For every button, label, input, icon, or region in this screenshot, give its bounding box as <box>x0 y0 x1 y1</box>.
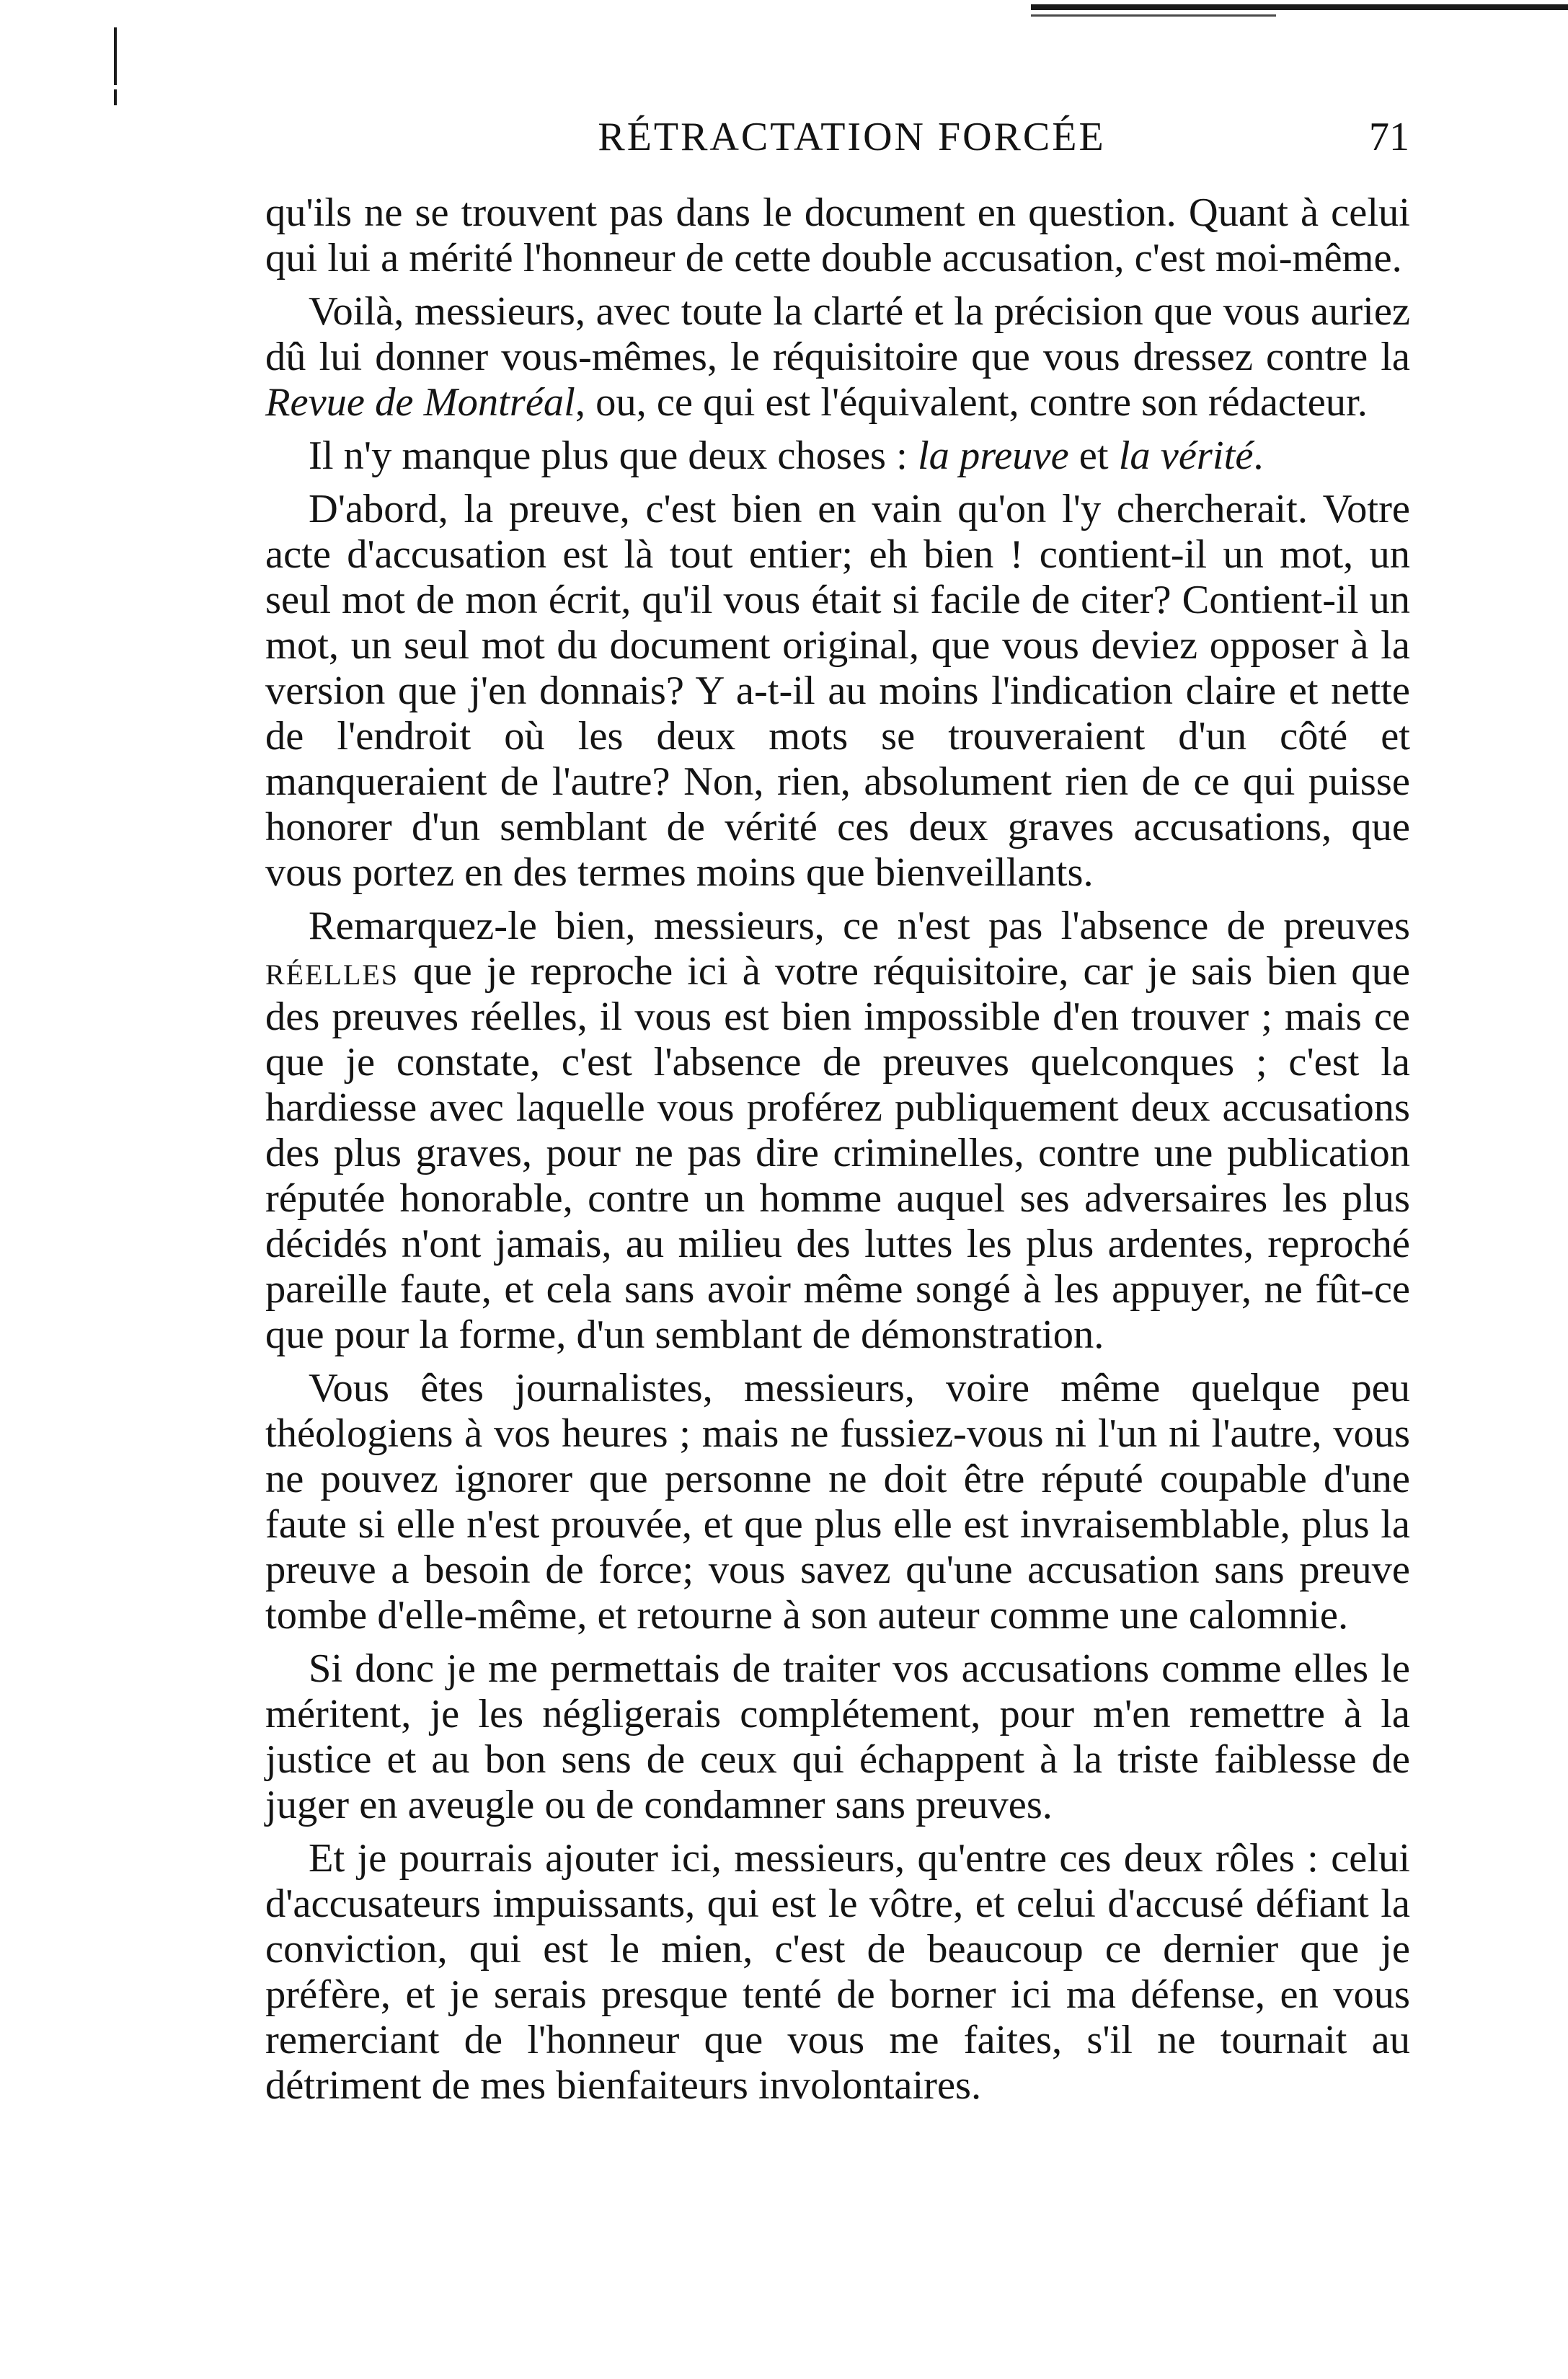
top-edge-rule <box>1031 4 1568 10</box>
paragraph <box>265 904 1410 1358</box>
top-edge-rule-thin <box>1031 14 1276 17</box>
running-title: RÉTRACTATION FORCÉE <box>598 115 1106 159</box>
paragraph <box>265 1646 1410 1828</box>
smallcaps-word: réelles <box>265 949 399 994</box>
text-run: Il n'y manque plus que deux choses : <box>309 433 918 478</box>
margin-binding-mark <box>114 89 117 105</box>
text-run: D'abord, la preuve, c'est bien en vain qu'on l'y chercherait. Votre acte d'accusation est là tout entier; eh bien ! contient-il un mot, un seul mot de mon écrit, qu'il vous était si facile de citer? Contient-il un mot, un seul mot du document original, que vous deviez opposer à la version que j'en donnais? Y a-t-il au moins l'indication claire et nette de l'endroit où les deux mots se trouveraient d'un côté et manqueraient de l'autre? Non, rien, absolument rien de ce qui puisse honorer d'un semblant de vérité ces deux graves accusations, que vous portez en des termes moins que bienveillants. <box>265 487 1410 895</box>
italic-phrase: la vérité <box>1118 433 1254 478</box>
text-run: , ou, ce qui est l'équivalent, contre son rédacteur. <box>575 380 1368 425</box>
paragraph <box>265 487 1410 896</box>
paragraph <box>265 289 1410 425</box>
text-run: . <box>1253 433 1264 478</box>
paragraph <box>265 1836 1410 2109</box>
text-run: Remarquez-le bien, messieurs, ce n'est pas l'absence de preuves <box>309 904 1410 948</box>
text-run: et <box>1068 433 1119 478</box>
paragraph <box>265 1366 1410 1638</box>
italic-phrase: la preuve <box>917 433 1069 478</box>
paragraph <box>265 433 1410 479</box>
text-run: Voilà, messieurs, avec toute la clarté et la précision que vous auriez dû lui donner vous-mêmes, le réquisitoire que vous dressez contre la <box>265 289 1410 379</box>
paragraph <box>265 190 1410 281</box>
text-run: Vous êtes journalistes, messieurs, voire même quelque peu théologiens à vos heures ; mais ne fussiez-vous ni l'un ni l'autre, vous ne pouvez ignorer que personne ne doit être réputé coupable d'une faute si elle n'est prouvée, et que plus elle est invraisemblable, plus la preuve a besoin de force; vous savez qu'une accusation sans preuve tombe d'elle-même, et retourne à son auteur comme une calomnie. <box>265 1366 1410 1638</box>
page-header <box>265 108 1409 166</box>
text-run: Et je pourrais ajouter ici, messieurs, qu'entre ces deux rôles : celui d'accusateurs impuissants, qui est le vôtre, et celui d'accusé défiant la conviction, qui est le mien, c'est de beaucoup ce dernier que je préfère, et je serais presque tenté de borner ici ma défense, en vous remerciant de l'honneur que vous me faites, s'il ne tournait au détriment de mes bienfaiteurs involontaires. <box>265 1836 1410 2108</box>
italic-phrase: Revue de Montréal <box>265 380 575 425</box>
margin-binding-mark <box>114 27 117 85</box>
body-text <box>265 190 1410 2117</box>
text-run: qu'ils ne se trouvent pas dans le document en question. Quant à celui qui lui a mérité l'honneur de cette double accusation, c'est moi-même. <box>265 190 1410 281</box>
text-run: Si donc je me permettais de traiter vos accusations comme elles le méritent, je les négligerais complétement, pour m'en remettre à la justice et au bon sens de ceux qui échappent à la triste faiblesse de juger en aveugle ou de condamner sans preuves. <box>265 1646 1410 1827</box>
text-run: que je reproche ici à votre réquisitoire, car je sais bien que des preuves réelles, il vous est bien impossible d'en trouver ; mais ce que je constate, c'est l'absence de preuves quelconques ; c'est la hardiesse avec laquelle vous proférez publiquement deux accusations des plus graves, pour ne pas dire criminelles, contre une publication réputée honorable, contre un homme auquel ses adversaires les plus décidés n'ont jamais, au milieu des luttes les plus ardentes, reproché pareille faute, et cela sans avoir même songé à les appuyer, ne fût-ce que pour la forme, d'un semblant de démonstration. <box>265 949 1410 1357</box>
page-number: 71 <box>1369 115 1409 159</box>
